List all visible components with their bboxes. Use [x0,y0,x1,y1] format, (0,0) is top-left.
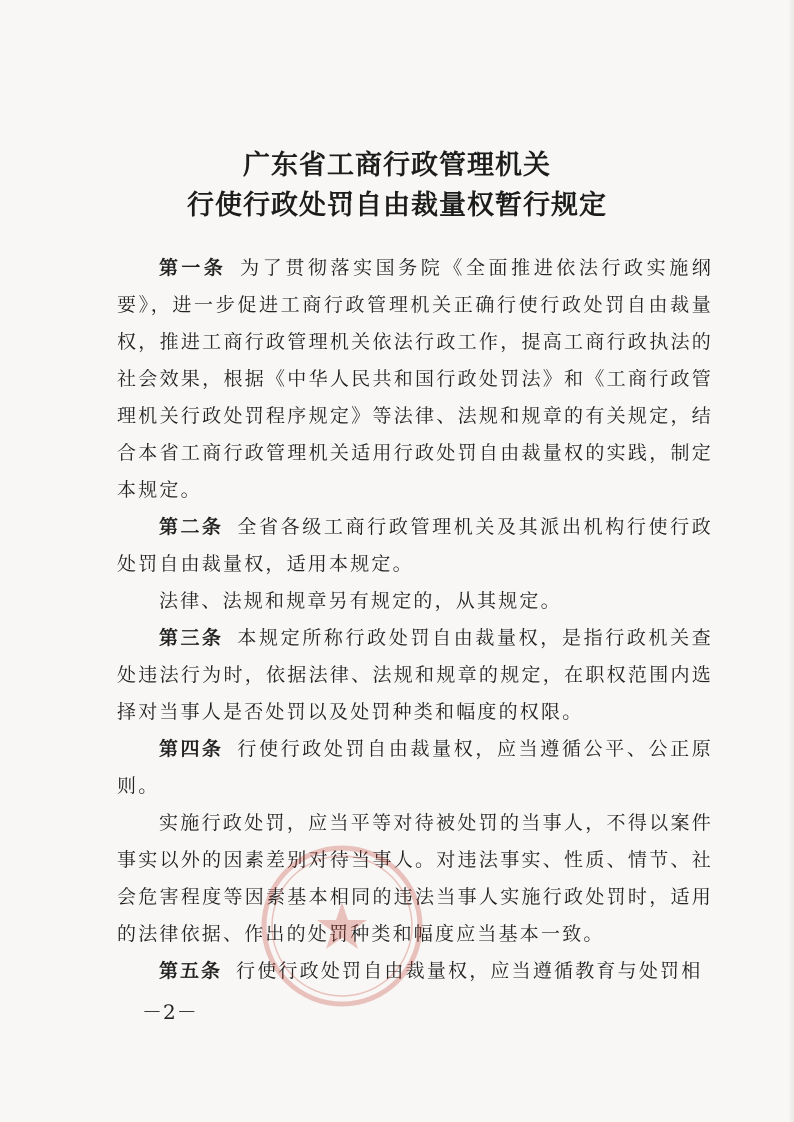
article-text: 法律、法规和规章另有规定的，从其规定。 [159,590,562,612]
article-label: 第三条 [159,627,224,649]
page-number: －2－ [142,1000,198,1024]
article-text: 实施行政处罚，应当平等对待被处罚的当事人，不得以案件事实以外的因素差别对待当事人。对违法事实、性质、情节、社会危害程度等因素基本相同的违法当事人实施行政处罚时，适用的法律依据、作出的处罚种类和幅度应当基本一致。 [117,812,713,945]
article-text: 行使行政处罚自由裁量权，应当遵循教育与处罚相 [236,960,703,982]
paragraph-article-3 [117,620,713,731]
document-title-line2: 行使行政处罚自由裁量权暂行规定 [187,190,607,221]
paragraph-article-2 [117,509,713,583]
document-title-line1: 广东省工商行政管理机关 [243,150,551,181]
article-label: 第五条 [159,960,223,982]
paragraph-article-2-clause [117,583,713,620]
paragraph-article-4 [117,731,713,805]
paragraph-article-5 [117,953,713,990]
article-text: 全省各级工商行政管理机关及其派出机构行使行政处罚自由裁量权，适用本规定。 [117,516,713,575]
page-edge [788,0,794,1122]
article-text: 行使行政处罚自由裁量权，应当遵循公平、公正原则。 [117,738,713,797]
article-label: 第一条 [159,257,227,279]
paragraph-article-4-clause [117,805,713,953]
article-label: 第二条 [159,516,224,538]
article-text: 为了贯彻落实国务院《全面推进依法行政实施纲要》，进一步促进工商行政管理机关正确行使行政处罚自由裁量权，推进工商行政管理机关依法行政工作，提高工商行政执法的社会效果，根据《中华人民共和国行政处罚法》和《工商行政管理机关行政处罚程序规定》等法律、法规和规章的有关规定，结合本省工商行政管理机关适用行政处罚自由裁量权的实践，制定本规定。 [117,257,713,501]
article-label: 第四条 [159,738,224,760]
document-body [117,250,713,990]
article-text: 本规定所称行政处罚自由裁量权，是指行政机关查处违法行为时，依据法律、法规和规章的规定，在职权范围内选择对当事人是否处罚以及处罚种类和幅度的权限。 [117,627,713,723]
paragraph-article-1 [117,250,713,509]
